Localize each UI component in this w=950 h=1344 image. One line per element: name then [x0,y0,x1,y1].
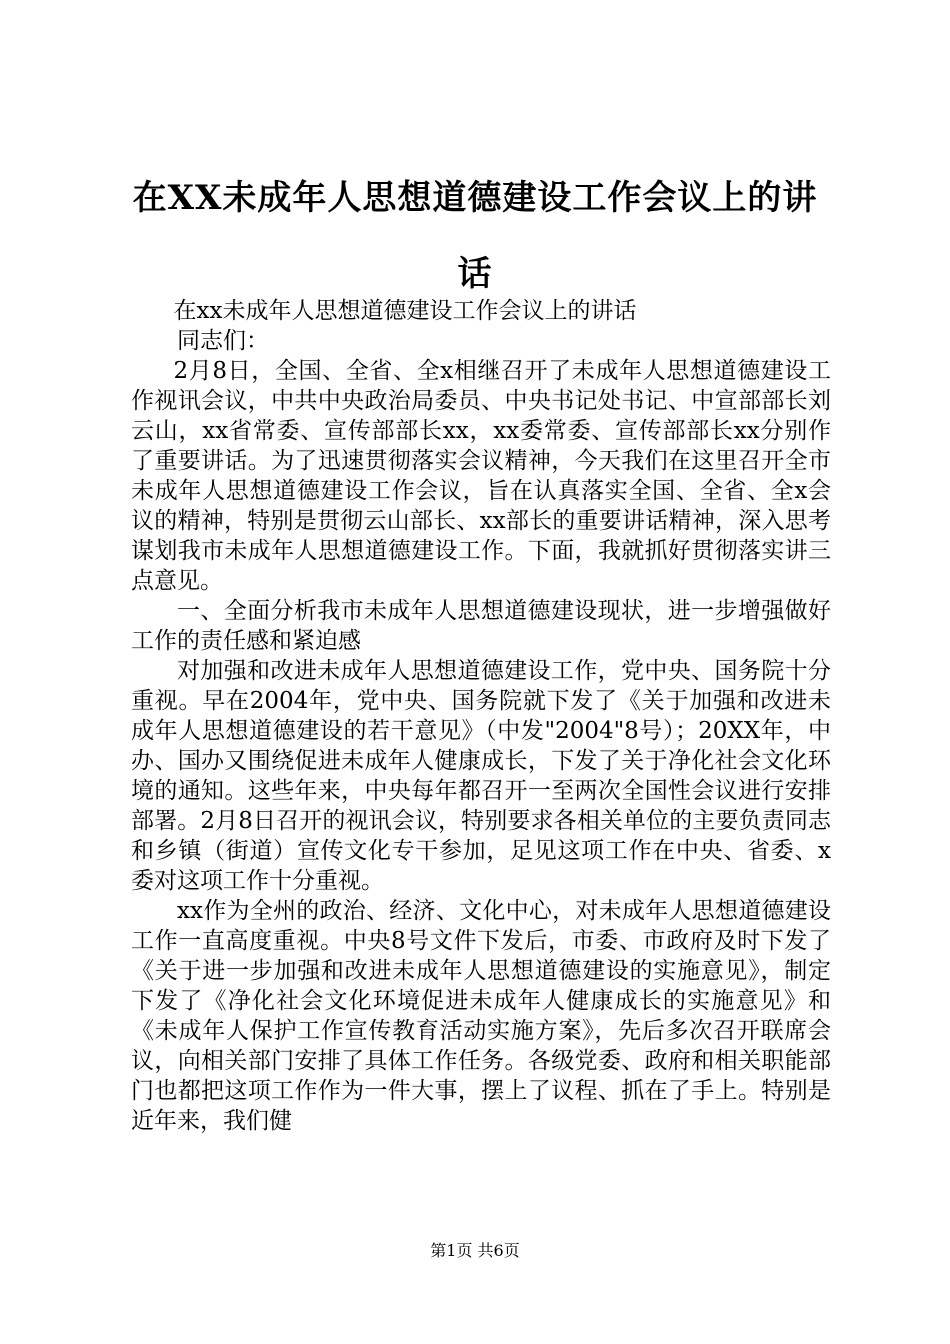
document-title: 在XX未成年人思想道德建设工作会议上的讲话 [132,178,818,294]
body-paragraph: 对加强和改进未成年人思想道德建设工作，党中央、国务院十分重视。早在2004年，党中央、国务院就下发了《关于加强和改进未成年人思想道德建设的若干意见》（中发"2004"8号）；20XX年，中办、国办又围绕促进未成年人健康成长，下发了关于净化社会文化环境的通知。这些年来，中央每年都召开一至两次全国性会议进行安排部署。2月8日召开的视讯会议，特别要求各相关单位的主要负责同志和乡镇（街道）宣传文化专干参加，足见这项工作在中央、省委、x委对这项工作十分重视。 [131,658,831,894]
salutation-paragraph: 同志们： [177,328,269,354]
document-body [131,296,831,1136]
page-number-footer: 第1页 共6页 [430,1241,520,1260]
subtitle-paragraph: 在xx未成年人思想道德建设工作会议上的讲话 [173,298,637,324]
section-heading-paragraph: 一、全面分析我市未成年人思想道德建设现状，进一步增强做好工作的责任感和紧迫感 [131,598,831,654]
body-paragraph: xx作为全州的政治、经济、文化中心，对未成年人思想道德建设工作一直高度重视。中央8号文件下发后，市委、市政府及时下发了《关于进一步加强和改进未成年人思想道德建设的实施意见》，制定下发了《净化社会文化环境促进未成年人健康成长的实施意见》和《未成年人保护工作宣传教育活动实施方案》，先后多次召开联席会议，向相关部门安排了具体工作任务。各级党委、政府和相关职能部门也都把这项工作作为一件大事，摆上了议程、抓在了手上。特别是近年来，我们健 [131,898,831,1134]
body-paragraph: 2月8日，全国、全省、全x相继召开了未成年人思想道德建设工作视讯会议，中共中央政治局委员、中央书记处书记、中宣部部长刘云山，xx省常委、宣传部部长xx，xx委常委、宣传部部长xx分别作了重要讲话。为了迅速贯彻落实会议精神，今天我们在这里召开全市未成年人思想道德建设工作会议，旨在认真落实全国、全省、全x会议的精神，特别是贯彻云山部长、xx部长的重要讲话精神，深入思考谋划我市未成年人思想道德建设工作。下面，我就抓好贯彻落实讲三点意见。 [131,358,831,594]
